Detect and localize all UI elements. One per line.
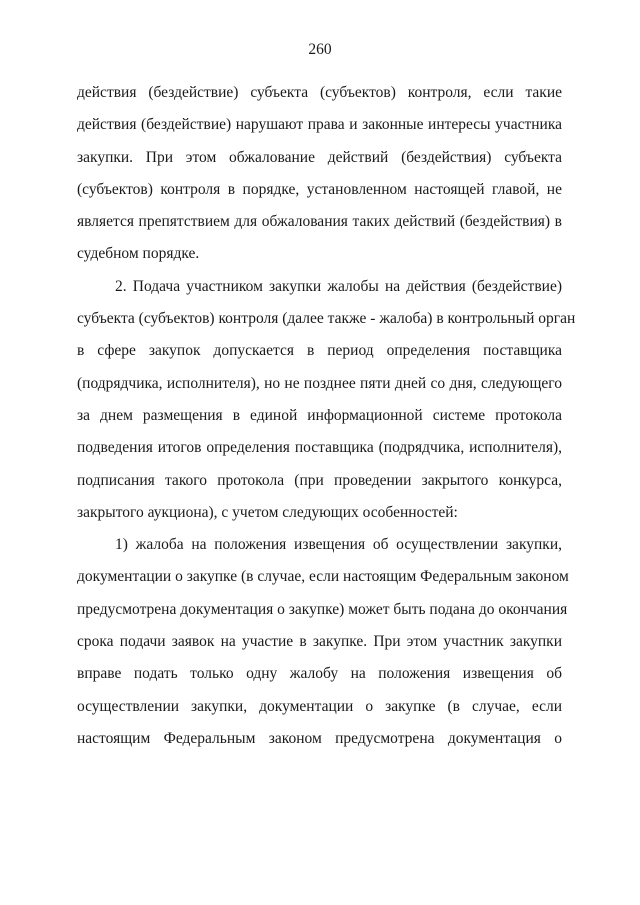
text-line: является препятствием для обжалования таких действий (бездействия) в <box>77 213 562 231</box>
text-line: срока подачи заявок на участие в закупке. При этом участник закупки <box>77 633 562 651</box>
text-line: действия (бездействие) субъекта (субъектов) контроля, если такие <box>77 84 562 101</box>
text-line: 1) жалоба на положения извещения об осуществлении закупки, <box>115 536 562 554</box>
document-body <box>77 77 576 755</box>
text-line: (подрядчика, исполнителя), но не позднее пяти дней со дня, следующего <box>77 374 562 392</box>
text-line: судебном порядке. <box>77 245 200 263</box>
text-line: субъекта (субъектов) контроля (далее также - жалоба) в контрольный орган <box>77 310 576 328</box>
paragraph-continuation <box>77 77 562 271</box>
text-line: документации о закупке (в случае, если настоящим Федеральным законом <box>77 568 569 586</box>
text-line: (субъектов) контроля в порядке, установленном настоящей главой, не <box>77 180 562 198</box>
text-line: предусмотрена документация о закупке) может быть подана до окончания <box>77 600 568 618</box>
paragraph-item-2 <box>77 271 576 529</box>
text-line: подведения итогов определения поставщика (подрядчика, исполнителя), <box>77 439 562 457</box>
text-line: в сфере закупок допускается в период определения поставщика <box>77 342 562 360</box>
paragraph-subitem-1 <box>77 529 569 755</box>
text-line: закрытого аукциона), с учетом следующих особенностей: <box>77 503 458 521</box>
text-line: настоящим Федеральным законом предусмотрена документация о <box>77 729 562 747</box>
text-line: 2. Подача участником закупки жалобы на действия (бездействие) <box>115 277 562 295</box>
text-line: за днем размещения в единой информационной системе протокола <box>77 406 562 424</box>
page-number: 260 <box>308 41 332 58</box>
text-line: осуществлении закупки, документации о закупке (в случае, если <box>77 697 562 715</box>
text-line: закупки. При этом обжалование действий (бездействия) субъекта <box>77 148 562 166</box>
text-line: подписания такого протокола (при проведении закрытого конкурса, <box>77 471 562 489</box>
text-line: действия (бездействие) нарушают права и законные интересы участника <box>77 116 562 134</box>
text-line: вправе подать только одну жалобу на положения извещения об <box>77 665 562 683</box>
